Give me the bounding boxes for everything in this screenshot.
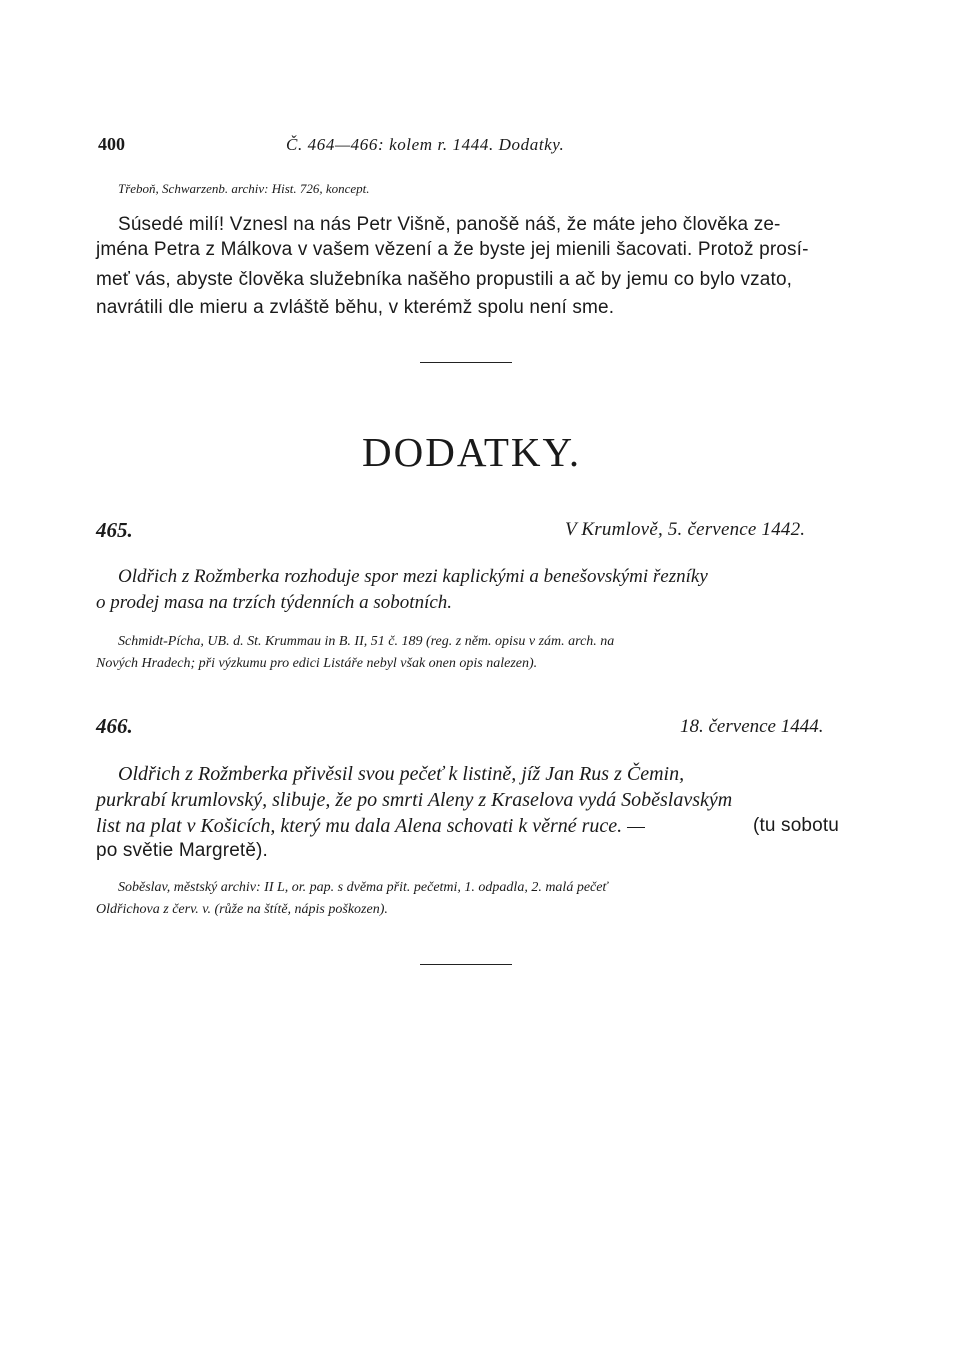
text-line: jména Petra z Málkova v vašem vězení a že byste jej mienili šacovati. Protož prosí- [96, 239, 809, 260]
text-line: Súsedé milí! Vznesl na nás Petr Višně, panošě náš, že máte jeho člověka ze- [118, 214, 781, 235]
summary-tail: (tu sobotu [753, 815, 839, 836]
summary-line: purkrabí krumlovský, slibuje, že po smrti Aleny z Kraselova vydá Soběslavským [96, 789, 733, 811]
text-line: navrátili dle mieru a zvláště běhu, v kterémž spolu není sme. [96, 297, 615, 318]
note-line: Oldřichova z červ. v. (růže na štítě, nápis poškozen). [96, 902, 388, 917]
document-number-465: 465. [96, 518, 133, 542]
section-heading: DODATKY. [362, 429, 582, 475]
date-466: 18. července 1444. [680, 716, 824, 737]
separator-rule [420, 964, 512, 965]
source-note-464: Třeboň, Schwarzenb. archiv: Hist. 726, koncept. [118, 181, 370, 196]
note-line: Nových Hradech; při výzkumu pro edici Listáře nebyl však onen opis nalezen). [96, 656, 538, 671]
summary-line: o prodej masa na trzích týdenních a sobotních. [96, 592, 453, 613]
separator-rule [420, 362, 512, 363]
page-number: 400 [98, 134, 125, 154]
running-title: Č. 464—466: kolem r. 1444. Dodatky. [286, 135, 565, 154]
summary-line: Oldřich z Rožmberka rozhoduje spor mezi kaplickými a benešovskými řezníky [118, 566, 708, 587]
text-line: meť vás, abyste člověka služebníka našěho propustili a ač by jemu co bylo vzato, [96, 269, 793, 290]
summary-line: list na plat v Košicích, který mu dala Alena schovati k věrné ruce. — [96, 815, 645, 837]
note-line: Schmidt-Pícha, UB. d. St. Krummau in B. II, 51 č. 189 (reg. z něm. opisu v zám. arch. na [118, 634, 615, 649]
document-number-466: 466. [96, 714, 133, 738]
summary-line: po světie Margretě). [96, 840, 268, 861]
note-line: Soběslav, městský archiv: II L, or. pap. s dvěma přit. pečetmi, 1. odpadla, 2. malá pečeť [118, 880, 608, 895]
place-date-465: V Krumlově, 5. července 1442. [565, 519, 806, 540]
summary-line: Oldřich z Rožmberka přivěsil svou pečeť k listině, jíž Jan Rus z Čemin, [118, 763, 685, 785]
